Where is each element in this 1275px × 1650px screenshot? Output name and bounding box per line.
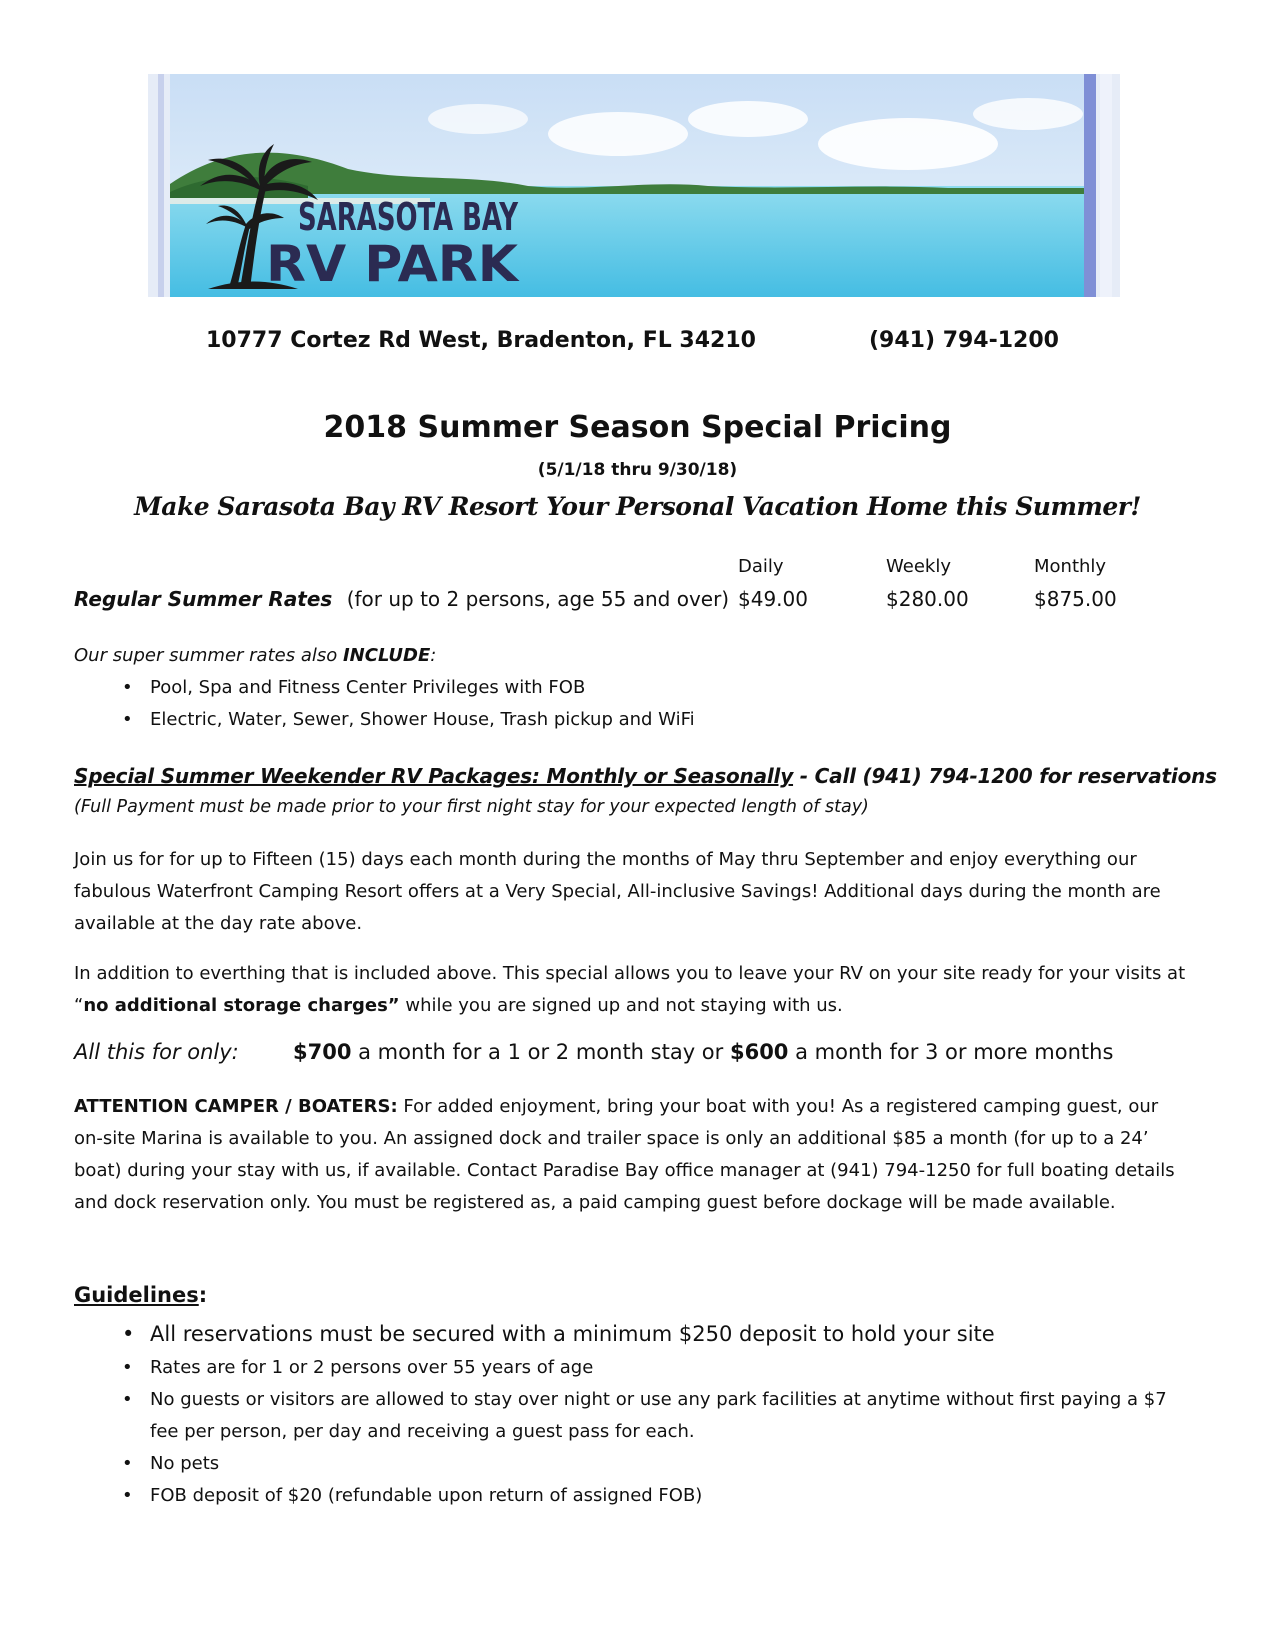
guidelines-list — [74, 1316, 1189, 1512]
rate-header-monthly: Monthly — [1034, 556, 1107, 577]
boaters-label: ATTENTION CAMPER / BOATERS: — [74, 1096, 398, 1117]
list-item: • Rates are for 1 or 2 persons over 55 years of age — [74, 1352, 1189, 1384]
weekender-paragraph-1: Join us for for up to Fifteen (15) days each month during the months of May thru September and enjoy everything our fabulous Waterfront Camping Resort offers at a Very Special, All-inclusive Savings! Additional days during the month are available at the day rate above. — [74, 849, 1161, 934]
season-dates: (5/1/18 thru 9/30/18) — [537, 460, 738, 480]
guidelines-section — [74, 1316, 1189, 1512]
boaters-paragraph: ATTENTION CAMPER / BOATERS: For added enjoyment, bring your boat with you! As a registered camping guest, our on-site Marina is available to you. An assigned dock and trailer space is only an additional $85 a month (for up to a 24’ boat) during your stay with us, if available. Contact Paradise Bay office manager at (941) 794-1250 for full boating details and dock reservation only. You must be registered as, a paid camping guest before dockage will be made available. — [74, 1096, 1175, 1213]
list-item: • Pool, Spa and Fitness Center Privileges with FOB — [74, 672, 1184, 704]
price-offer: $700 a month for a 1 or 2 month stay or $600 a month for 3 or more months — [293, 1040, 1114, 1064]
address: 10777 Cortez Rd West, Bradenton, FL 34210 — [206, 328, 756, 353]
park-banner-image — [148, 74, 1120, 297]
regular-rates-note: (for up to 2 persons, age 55 and over) — [346, 587, 730, 611]
includes-list — [74, 672, 1184, 736]
includes-section — [74, 640, 1184, 736]
rate-daily: $49.00 — [738, 587, 808, 611]
list-item: • No guests or visitors are allowed to stay over night or use any park facilities at anytime without first paying a $7 fee per person, per day and receiving a guest pass for each. — [74, 1384, 1189, 1448]
weekender-paragraph-2: In addition to everthing that is included above. This special allows you to leave your RV on your site ready for your visits at “no additional storage charges” while you are signed up and not staying with us. — [74, 963, 1186, 1016]
rate-header-weekly: Weekly — [886, 556, 951, 577]
list-item: • All reservations must be secured with a minimum $250 deposit to hold your site — [74, 1316, 1189, 1352]
list-item: • Electric, Water, Sewer, Shower House, Trash pickup and WiFi — [74, 704, 1184, 736]
tagline: Make Sarasota Bay RV Resort Your Personal Vacation Home this Summer! — [134, 492, 1141, 521]
guidelines-heading: Guidelines: — [74, 1283, 208, 1307]
weekender-note: (Full Payment must be made prior to your first night stay for your expected length of stay) — [74, 797, 869, 817]
rate-weekly: $280.00 — [886, 587, 969, 611]
includes-intro: Our super summer rates also INCLUDE: — [74, 645, 437, 666]
phone-number: (941) 794-1200 — [869, 328, 1059, 353]
list-item: • No pets — [74, 1448, 1189, 1480]
logo-line-1: SARASOTA BAY — [298, 195, 519, 239]
weekender-heading: Special Summer Weekender RV Packages: Monthly or Seasonally - Call (941) 794-1200 for reservations — [74, 764, 1217, 788]
regular-rates-row — [74, 587, 729, 611]
regular-rates-label: Regular Summer Rates — [74, 587, 333, 611]
logo-line-2: RV PARK — [266, 235, 521, 293]
page-title: 2018 Summer Season Special Pricing — [323, 410, 952, 445]
list-item: • FOB deposit of $20 (refundable upon return of assigned FOB) — [74, 1480, 1189, 1512]
rate-header-daily: Daily — [738, 556, 784, 577]
price-label: All this for only: — [74, 1040, 239, 1064]
rate-monthly: $875.00 — [1034, 587, 1117, 611]
